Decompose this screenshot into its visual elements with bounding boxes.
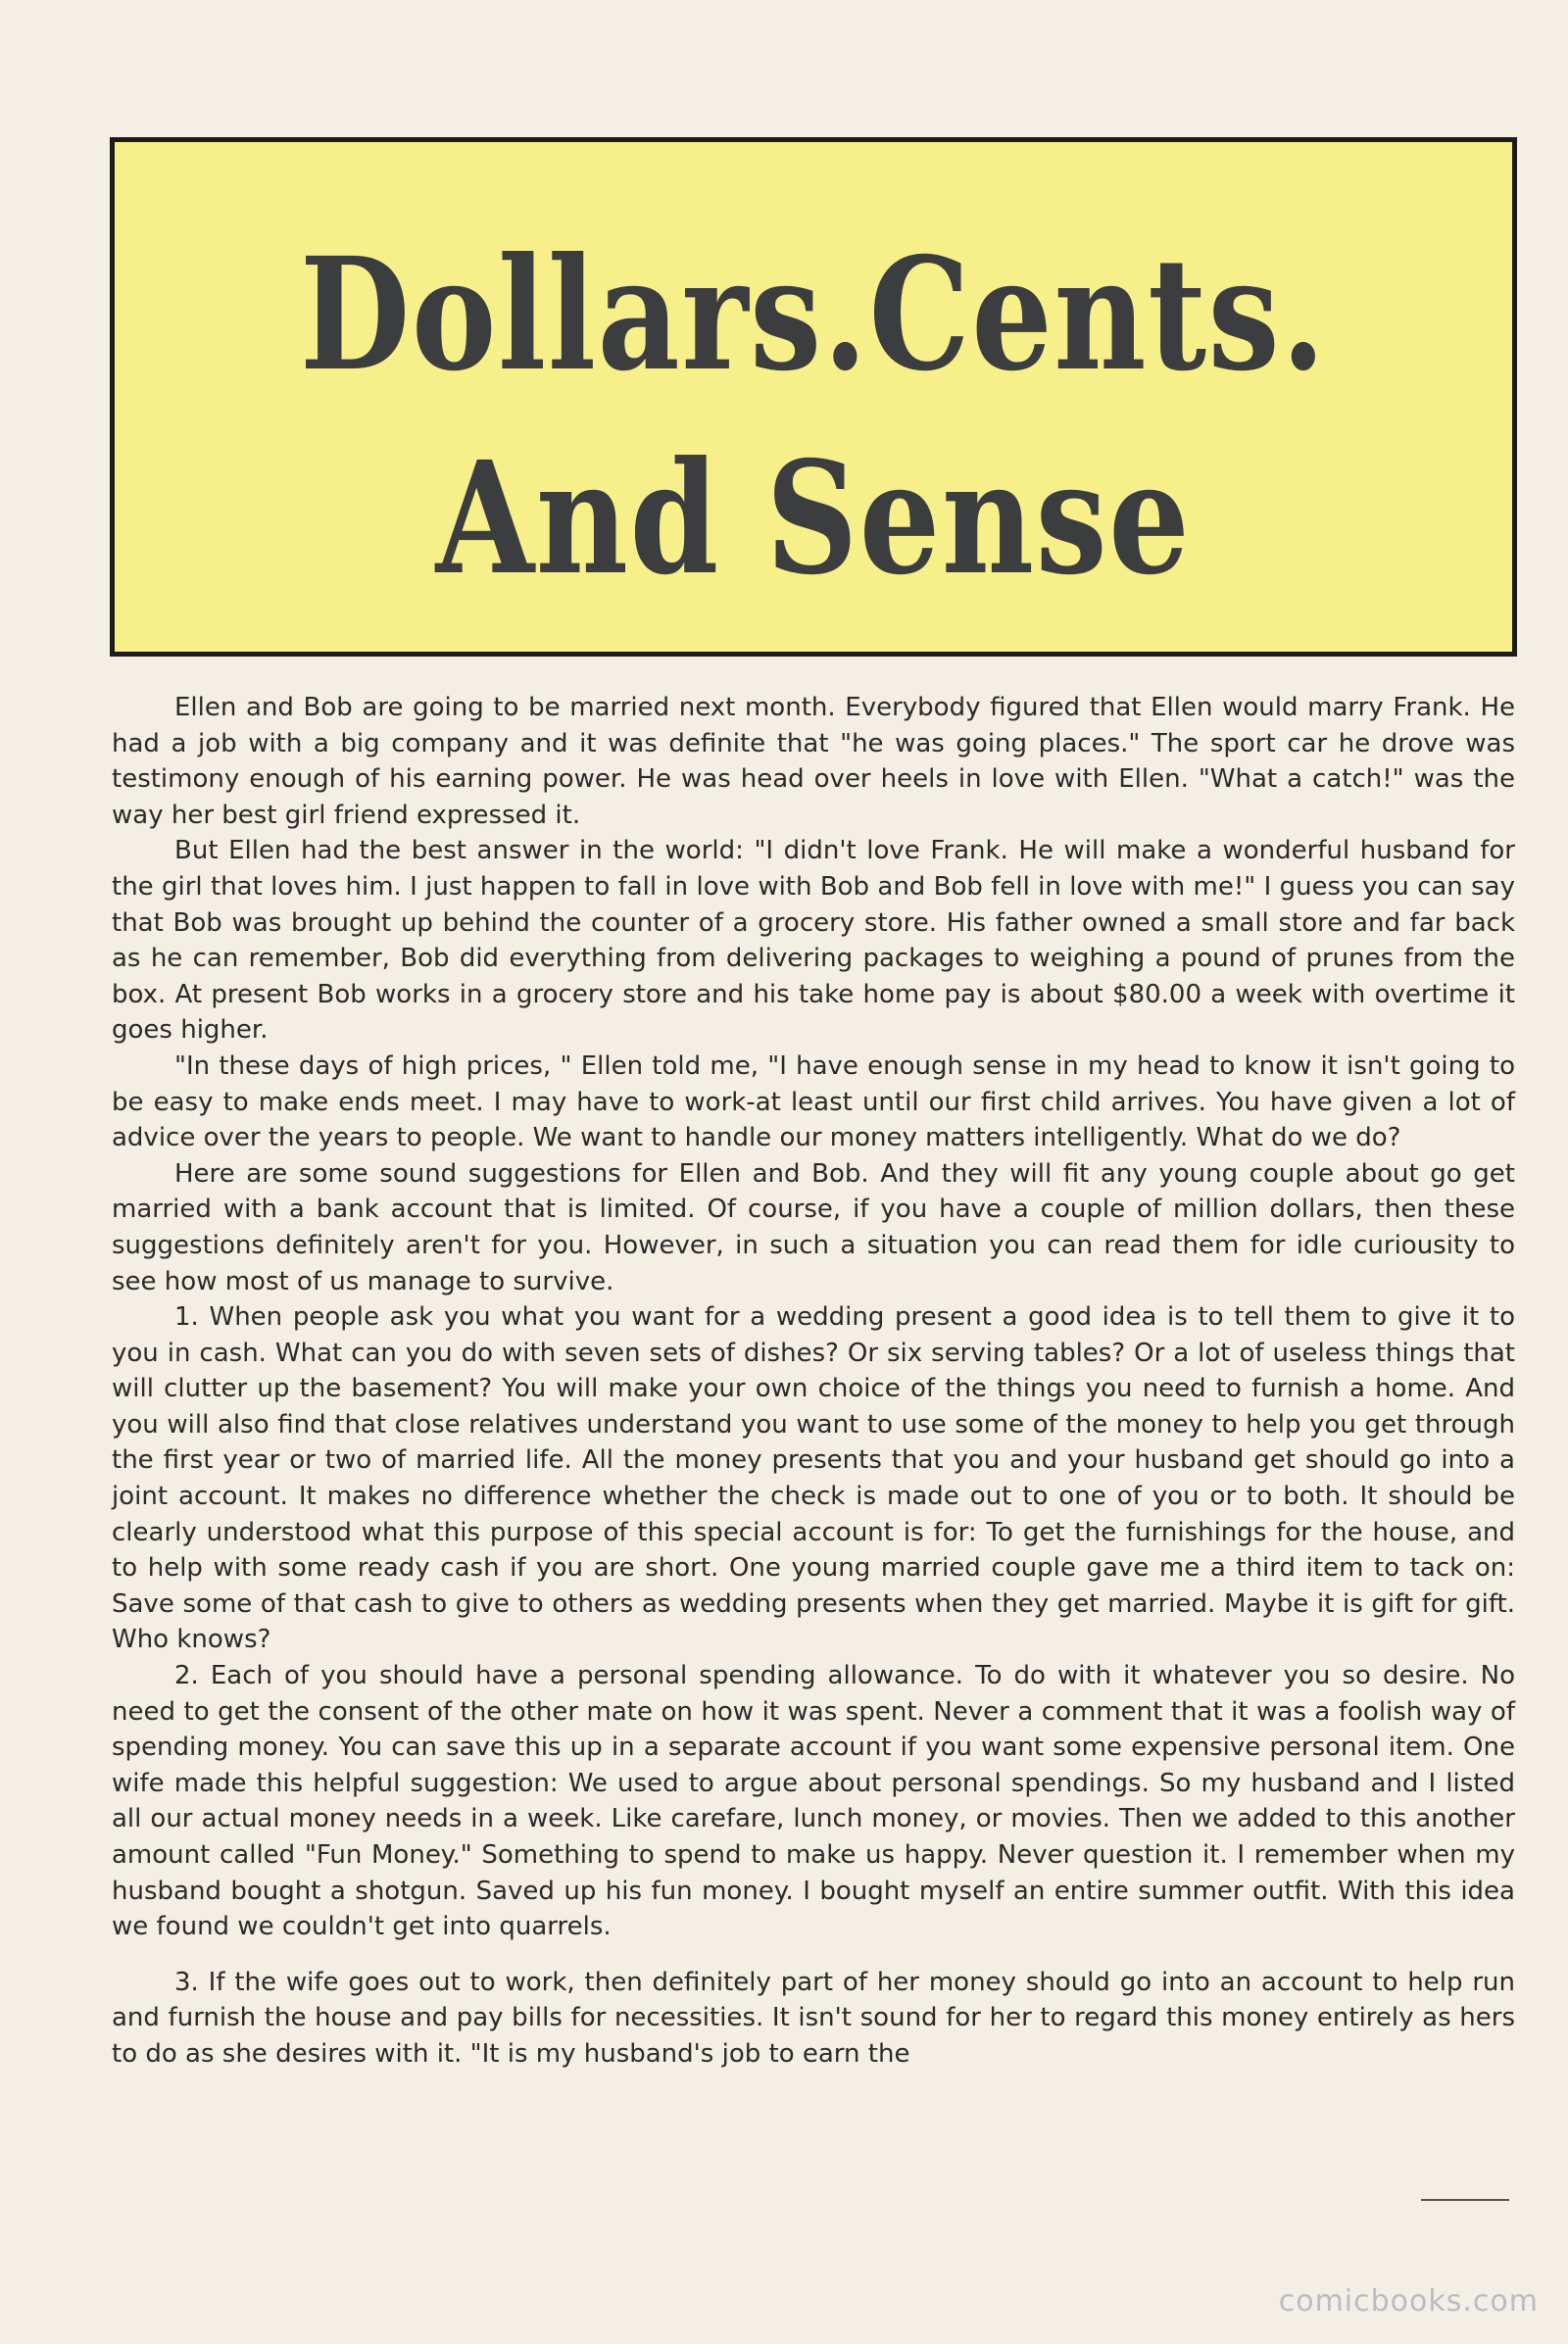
page-corner-mark	[1421, 2199, 1509, 2201]
title-line-1: Dollars.Cents.	[299, 224, 1328, 406]
title-banner	[110, 137, 1517, 657]
paragraph-intro: Ellen and Bob are going to be married next month. Everybody figured that Ellen would marry Frank. He had a job with a big company and it was definite that "he was going places." The sport car he drove was testimony enough of his earning power. He was head over heels in love with Ellen. "What a catch!" was the way her best girl friend expressed it.	[112, 693, 1515, 830]
site-watermark: comicbooks.com	[1278, 2284, 1539, 2319]
title-line-2: And Sense	[435, 428, 1192, 610]
paragraph-suggestions: Here are some sound suggestions for Ellen and Bob. And they will fit any young couple about go get married with a bank account that is limited. Of course, if you have a couple of million dollars, then these suggestions definitely aren't for you. However, in such a situation you can read them for idle curiousity to see how most of us manage to survive.	[112, 1158, 1515, 1296]
paragraph-high-prices: "In these days of high prices, " Ellen told me, "I have enough sense in my head to know it isn't going to be easy to make ends meet. I may have to work-at least until our first child arrives. You have given a lot of advice over the years to people. We want to handle our money matters intelligently. What do we do?	[112, 1050, 1515, 1153]
paragraph-point-2: 2. Each of you should have a personal spending allowance. To do with it whatever you so desire. No need to get the consent of the other mate on how it was spent. Never a comment that it was a foolish way of spending money. You can save this up in a separate account if you want some expensive personal item. One wife made this helpful suggestion: We used to argue about personal spendings. So my husband and I listed all our actual money needs in a week. Like carefare, lunch money, or movies. Then we added to this another amount called "Fun Money." Something to spend to make us happy. Never question it. I remember when my husband bought a shotgun. Saved up his fun money. I bought myself an entire summer outfit. With this idea we found we couldn't get into quarrels.	[112, 1661, 1515, 1942]
paragraph-point-3: 3. If the wife goes out to work, then definitely part of her money should go into an account to help run and furnish the house and pay bills for necessities. It isn't sound for her to regard this money entirely as hers to do as she desires with it. "It is my husband's job to earn the	[112, 1967, 1515, 2069]
paragraph-point-1: 1. When people ask you what you want for a wedding present a good idea is to tell them to give it to you in cash. What can you do with seven sets of dishes? Or six serving tables? Or a lot of useless things that will clutter up the basement? You will make your own choice of the things you need to furnish a home. And you will also find that close relatives understand you want to use some of the money to help you get through the first year or two of married life. All the money presents that you and your husband get should go into a joint account. It makes no difference whether the check is made out to one of you or to both. It should be clearly understood what this purpose of this special account is for: To get the furnishings for the house, and to help with some ready cash if you are short. One young married couple gave me a third item to tack on: Save some of that cash to give to others as wedding presents when they get married. Maybe it is gift for gift. Who knows?	[112, 1302, 1515, 1655]
article-body	[112, 690, 1515, 2073]
paragraph-ellen-answer: But Ellen had the best answer in the world: "I didn't love Frank. He will make a wonderful husband for the girl that loves him. I just happen to fall in love with Bob and Bob fell in love with me!" I guess you can say that Bob was brought up behind the counter of a grocery store. His father owned a small store and far back as he can remember, Bob did everything from delivering packages to weighing a pound of prunes from the box. At present Bob works in a grocery store and his take home pay is about $80.00 a week with overtime it goes higher.	[112, 836, 1515, 1046]
